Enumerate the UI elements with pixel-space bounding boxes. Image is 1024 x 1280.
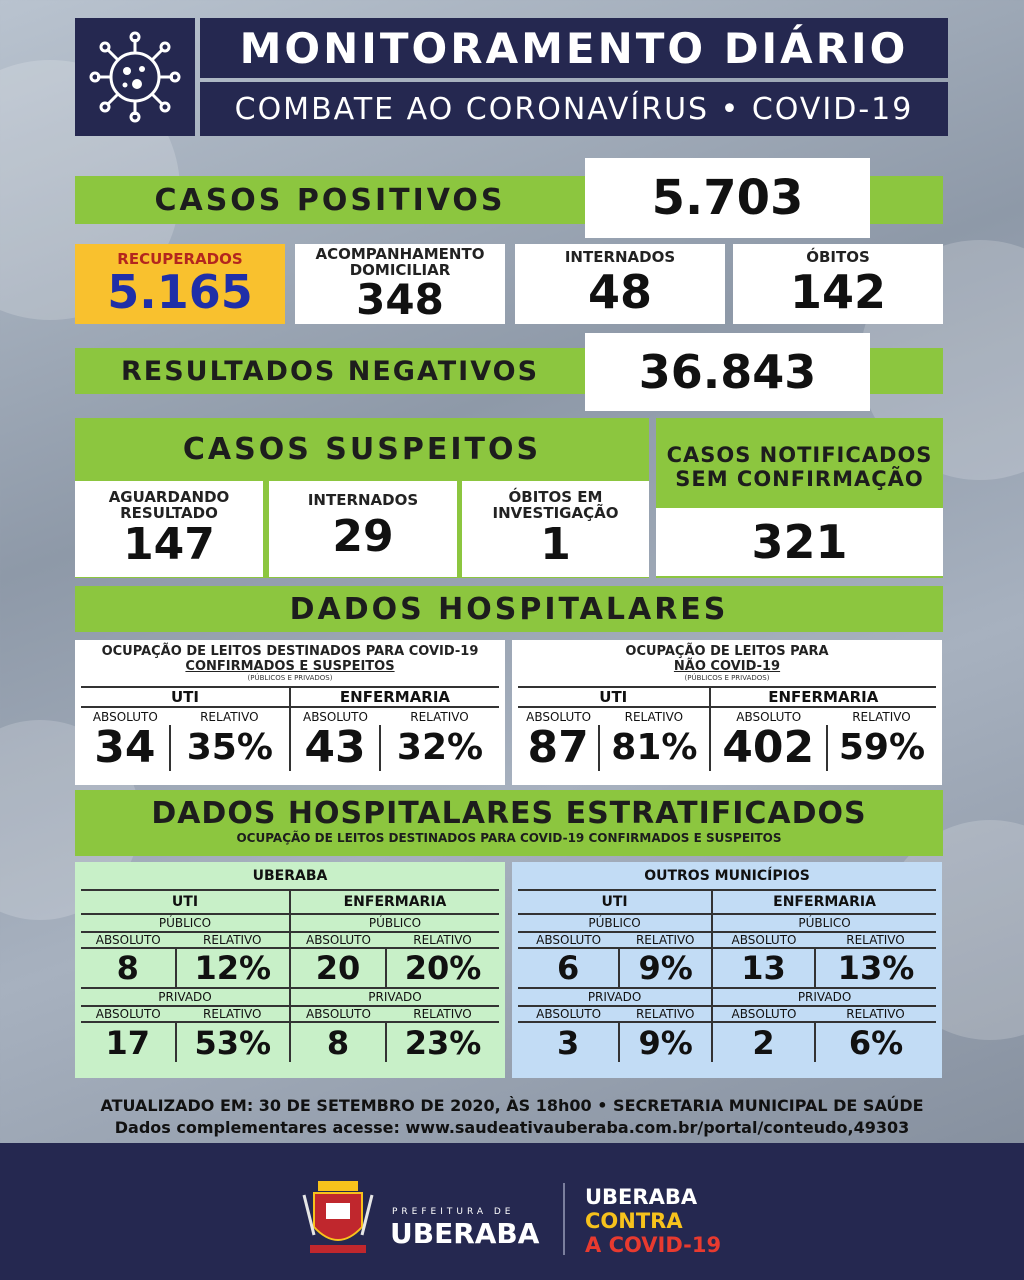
hospitalares-title: DADOS HOSPITALARES: [75, 586, 943, 632]
stat-obitos: [733, 244, 943, 324]
notificados-value: 321: [656, 508, 943, 576]
footer-link[interactable]: Dados complementares acesse: www.saudeativauberaba.com.br/portal/conteudo,49303: [114, 1118, 910, 1137]
relativo-header: RELATIVO: [815, 1006, 936, 1022]
uti-header: UTI: [81, 687, 290, 707]
stat-recuperados: [75, 244, 285, 324]
relativo-header: RELATIVO: [815, 932, 936, 948]
enfermaria-header: ENFERMARIA: [712, 890, 936, 914]
absoluto-header: ABSOLUTO: [526, 709, 592, 724]
publico-uti-relativo: 9%: [619, 948, 712, 988]
privado-uti-relativo: 53%: [176, 1022, 290, 1062]
suspeitos-aguardando: [75, 481, 263, 577]
privado-enfermaria-relativo: 23%: [404, 1023, 482, 1062]
positivos-value: 5.703: [585, 158, 870, 238]
covid-beds-table: [81, 686, 499, 771]
absoluto-header: ABSOLUTO: [303, 709, 368, 724]
negativos-label: RESULTADOS NEGATIVOS: [120, 355, 540, 387]
nao-covid-beds-panel: [512, 640, 942, 785]
privado-uti-relativo: 9%: [619, 1022, 712, 1062]
absoluto-header: ABSOLUTO: [290, 932, 386, 948]
absoluto-header: ABSOLUTO: [92, 709, 158, 724]
stat-value: 5.165: [107, 265, 253, 319]
privado-enfermaria-absoluto: 2: [712, 1022, 815, 1062]
stat-acompanhamento: [295, 244, 505, 324]
relativo-header: RELATIVO: [599, 707, 709, 725]
publico-header: PÚBLICO: [518, 914, 712, 932]
uti-header: UTI: [518, 687, 710, 707]
slogan-line1: UBERABA: [585, 1185, 698, 1209]
positivos-label: CASOS POSITIVOS: [154, 182, 506, 218]
relativo-header: RELATIVO: [619, 1006, 712, 1022]
uti-relativo-value: 81%: [599, 725, 709, 771]
publico-enfermaria-absoluto: 20: [290, 948, 386, 988]
stat-value: 348: [356, 275, 444, 324]
nao-covid-beds-title-pre: OCUPAÇÃO DE LEITOS PARA: [625, 644, 829, 659]
virus-icon: [75, 18, 195, 136]
publico-enfermaria-relativo: 20%: [386, 948, 499, 988]
uti-header: UTI: [518, 890, 712, 914]
page-subtitle: COMBATE AO CORONAVÍRUS • COVID-19: [200, 82, 948, 136]
publico-uti-absoluto: 8: [81, 948, 176, 988]
outros-table: [518, 862, 936, 1062]
stat-label: ACOMPANHAMENTO DOMICILIAR: [315, 245, 485, 279]
nao-covid-beds-title: [518, 644, 936, 674]
enfermaria-relativo-value: 32%: [396, 727, 484, 768]
covid-beds-panel: [75, 640, 505, 785]
publico-enfermaria-absoluto: 13: [712, 948, 815, 988]
stat-value: 1: [540, 519, 571, 570]
estratificados-title: DADOS HOSPITALARES ESTRATIFICADOS: [151, 796, 867, 831]
covid-beds-title-pre: OCUPAÇÃO DE LEITOS DESTINADOS PARA COVID-19: [101, 644, 479, 659]
publico-uti-relativo: 12%: [176, 948, 290, 988]
privado-header: PRIVADO: [712, 988, 936, 1006]
uti-absoluto-value: 87: [518, 725, 599, 771]
covid-beds-note: (PÚBLICOS E PRIVADOS): [247, 674, 333, 682]
relativo-header: RELATIVO: [386, 932, 499, 948]
privado-header: PRIVADO: [290, 988, 499, 1006]
relativo-header: RELATIVO: [852, 709, 911, 724]
enfermaria-absoluto-value: 402: [710, 725, 827, 771]
uti-absoluto-value: 34: [81, 725, 170, 771]
publico-enfermaria-relativo: 13%: [815, 948, 936, 988]
uti-header: UTI: [81, 890, 290, 914]
relativo-header: RELATIVO: [176, 1006, 290, 1022]
estratificados-header: [75, 790, 943, 856]
outros-panel: [512, 862, 942, 1078]
stat-internados: [515, 244, 725, 324]
absoluto-header: ABSOLUTO: [518, 1006, 619, 1022]
stat-value: 147: [123, 519, 215, 570]
absoluto-header: ABSOLUTO: [712, 1006, 815, 1022]
relativo-header: RELATIVO: [176, 932, 290, 948]
relativo-header: RELATIVO: [619, 932, 712, 948]
uberaba-title: UBERABA: [81, 862, 499, 890]
absoluto-header: ABSOLUTO: [736, 709, 802, 724]
enfermaria-relativo-value: 59%: [838, 727, 926, 768]
suspeitos-obitos: [462, 481, 649, 577]
enfermaria-absoluto-value: 43: [290, 725, 380, 771]
relativo-header: RELATIVO: [410, 709, 469, 724]
outros-title: OUTROS MUNICÍPIOS: [518, 862, 936, 890]
absoluto-header: ABSOLUTO: [290, 1006, 386, 1022]
nao-covid-beds-title-em: NÃO COVID-19: [673, 659, 781, 674]
brand-divider: [563, 1183, 565, 1255]
privado-uti-absoluto: 17: [81, 1022, 176, 1062]
negativos-value: 36.843: [585, 333, 870, 411]
nao-covid-beds-note: (PÚBLICOS E PRIVADOS): [684, 674, 770, 682]
coat-of-arms-icon: [300, 1175, 376, 1259]
notificados-label: CASOS NOTIFICADOS SEM CONFIRMAÇÃO: [666, 443, 933, 491]
publico-header: PÚBLICO: [81, 914, 290, 932]
absoluto-header: ABSOLUTO: [81, 1006, 176, 1022]
suspeitos-label: CASOS SUSPEITOS: [182, 431, 542, 467]
publico-header: PÚBLICO: [290, 914, 499, 932]
publico-uti-absoluto: 6: [518, 948, 619, 988]
stat-value: 29: [332, 511, 394, 562]
page-title: MONITORAMENTO DIÁRIO: [200, 18, 948, 78]
suspeitos-internados: [269, 481, 457, 577]
relativo-header: RELATIVO: [386, 1006, 499, 1022]
estratificados-subtitle: OCUPAÇÃO DE LEITOS DESTINADOS PARA COVID-19 CONFIRMADOS E SUSPEITOS: [236, 831, 782, 845]
covid-beds-title: [81, 644, 499, 674]
slogan-line3: A COVID-19: [585, 1233, 722, 1257]
stat-label: INTERNADOS: [307, 491, 419, 509]
covid-beds-title-em: CONFIRMADOS E SUSPEITOS: [185, 659, 395, 674]
uberaba-panel: [75, 862, 505, 1078]
relativo-header: RELATIVO: [170, 707, 290, 725]
absoluto-header: ABSOLUTO: [518, 932, 619, 948]
stat-label: INTERNADOS: [564, 248, 676, 266]
nao-covid-beds-table: [518, 686, 936, 771]
privado-enfermaria-relativo: 6%: [848, 1023, 904, 1062]
stat-label: RECUPERADOS: [117, 250, 243, 268]
brand-city: UBERABA: [390, 1217, 540, 1250]
stat-value: 142: [789, 265, 887, 319]
enfermaria-header: ENFERMARIA: [290, 890, 499, 914]
slogan-line2: CONTRA: [585, 1209, 683, 1233]
privado-uti-absoluto: 3: [518, 1022, 619, 1062]
uberaba-table: [81, 862, 499, 1062]
brand-bar: [0, 1143, 1024, 1280]
absoluto-header: ABSOLUTO: [712, 932, 815, 948]
stat-label: AGUARDANDO RESULTADO: [108, 488, 230, 522]
enfermaria-header: ENFERMARIA: [768, 688, 879, 706]
stat-value: 48: [587, 265, 652, 319]
privado-enfermaria-absoluto: 8: [290, 1022, 386, 1062]
brand-prefeitura: PREFEITURA DE: [392, 1207, 515, 1217]
privado-header: PRIVADO: [518, 988, 712, 1006]
privado-header: PRIVADO: [81, 988, 290, 1006]
footer-updated: ATUALIZADO EM: 30 DE SETEMBRO DE 2020, ÀS 18h00 • SECRETARIA MUNICIPAL DE SAÚDE: [100, 1096, 924, 1115]
stat-label: ÓBITOS EM INVESTIGAÇÃO: [492, 488, 619, 522]
absoluto-header: ABSOLUTO: [81, 932, 176, 948]
enfermaria-header: ENFERMARIA: [339, 688, 451, 706]
publico-header: PÚBLICO: [712, 914, 936, 932]
stat-label: ÓBITOS: [806, 248, 870, 266]
uti-relativo-value: 35%: [170, 725, 290, 771]
